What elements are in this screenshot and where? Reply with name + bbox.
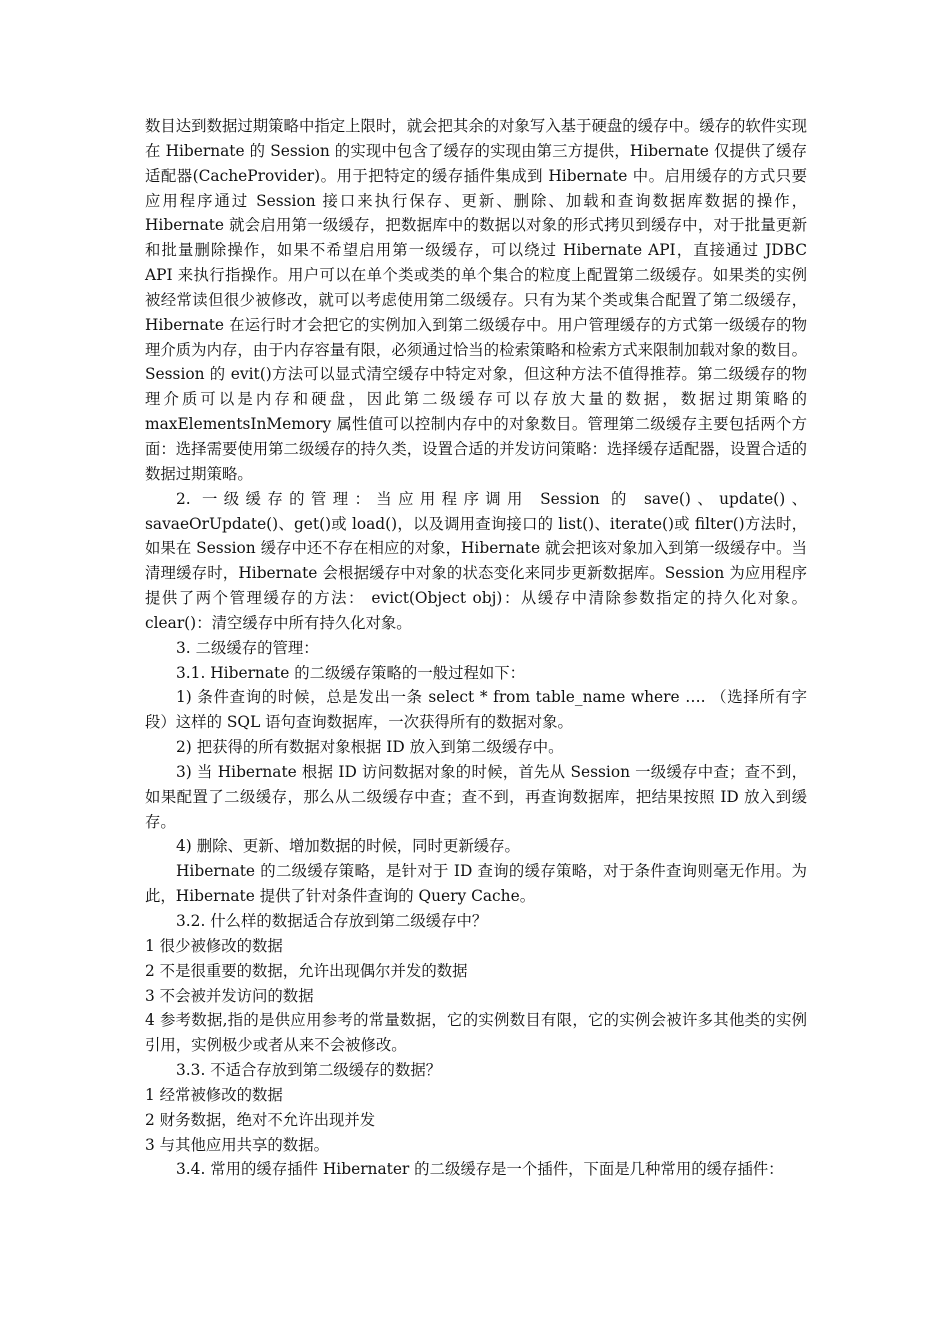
list-item: 3 与其他应用共享的数据。 bbox=[145, 1135, 329, 1154]
paragraph-query-cache: Hibernate 的二级缓存策略，是针对于 ID 查询的缓存策略，对于条件查询则毫无作用。为此，Hibernate 提供了针对条件查询的 Query Cache。 bbox=[145, 862, 807, 906]
paragraph-cache-overview: 数目达到数据过期策略中指定上限时，就会把其余的对象写入基于硬盘的缓存中。缓存的软件实现在 Hibernate 的 Session 的实现中包含了缓存的实现由第三方提供，Hibernate 仅提供了缓存适配器(CacheProvider)。用于把特定的缓存插件集成到 Hibernate 中。启用缓存的方式只要应用程序通过 Session 接口来执行保存、更新、删除、加载和查询数据库数据的操作，Hibernate 就会启用第一级缓存，把数据库中的数据以对象的形式拷贝到缓存中，对于批量更新和批量删除操作，如果不希望启用第一级缓存，可以绕过 Hibernate API，直接通过 JDBC API 来执行指操作。用户可以在单个类或类的单个集合的粒度上配置第二级缓存。如果类的实例被经常读但很少被修改，就可以考虑使用第二级缓存。只有为某个类或集合配置了第二级缓存，Hibernate 在运行时才会把它的实例加入到第二级缓存中。用户管理缓存的方式第一级缓存的物理介质为内存，由于内存容量有限，必须通过恰当的检索策略和检索方式来限制加载对象的数目。Session 的 evit()方法可以显式清空缓存中特定对象，但这种方法不值得推荐。第二级缓存的物理介质可以是内存和硬盘，因此第二级缓存可以存放大量的数据，数据过期策略的 maxElementsInMemory 属性值可以控制内存中的对象数目。管理第二级缓存主要包括两个方面：选择需要使用第二级缓存的持久类，设置合适的并发访问策略：选择缓存适配器，设置合适的数据过期策略。 bbox=[145, 117, 823, 483]
list-item: 1 经常被修改的数据 bbox=[145, 1085, 283, 1104]
list-item: 2 不是很重要的数据，允许出现偶尔并发的数据 bbox=[145, 961, 468, 980]
step-4: 4) 删除、更新、增加数据的时候，同时更新缓存。 bbox=[176, 837, 520, 856]
heading-second-level-cache-strategy: 3.1. Hibernate 的二级缓存策略的一般过程如下： bbox=[176, 663, 526, 682]
heading-unsuitable-data: 3.3. 不适合存放到第二级缓存的数据？ bbox=[176, 1061, 442, 1080]
list-item: 4 参考数据,指的是供应用参考的常量数据，它的实例数目有限，它的实例会被许多其他类的实例引用，实例极少或者从来不会被修改。 bbox=[145, 1011, 807, 1055]
step-3: 3) 当 Hibernate 根据 ID 访问数据对象的时候，首先从 Session 一级缓存中查；查不到，如果配置了二级缓存，那么从二级缓存中查；查不到，再查询数据库，把结果按照 ID 放入到缓存。 bbox=[145, 762, 807, 831]
paragraph-first-level-cache-management: 2. 一级缓存的管理：当应用程序调用 Session 的 save()、update()、savaeOrUpdate()、get()或 load()，以及调用查询接口的 list()、iterate()或 filter()方法时，如果在 Session 缓存中还不存在相应的对象，Hibernate 就会把该对象加入到第一级缓存中。当清理缓存时，Hibernate 会根据缓存中对象的状态变化来同步更新数据库。Session 为应用程序提供了两个管理缓存的方法： evict(Object obj)：从缓存中清除参数指定的持久化对象。 clear()：清空缓存中所有持久化对象。 bbox=[145, 489, 807, 632]
heading-cache-plugins: 3.4. 常用的缓存插件 Hibernater 的二级缓存是一个插件，下面是几种常用的缓存插件： bbox=[176, 1160, 784, 1179]
document-page bbox=[145, 114, 823, 1182]
list-item: 3 不会被并发访问的数据 bbox=[145, 986, 314, 1005]
heading-suitable-data: 3.2. 什么样的数据适合存放到第二级缓存中？ bbox=[176, 912, 488, 930]
heading-second-level-cache-management: 3. 二级缓存的管理： bbox=[176, 638, 319, 657]
step-1: 1) 条件查询的时候，总是发出一条 select * from table_name where …. （选择所有字段）这样的 SQL 语句查询数据库，一次获得所有的数据对象。 bbox=[145, 688, 807, 732]
list-item: 1 很少被修改的数据 bbox=[145, 936, 283, 955]
list-item: 2 财务数据，绝对不允许出现并发 bbox=[145, 1110, 376, 1129]
step-2: 2) 把获得的所有数据对象根据 ID 放入到第二级缓存中。 bbox=[176, 738, 564, 757]
